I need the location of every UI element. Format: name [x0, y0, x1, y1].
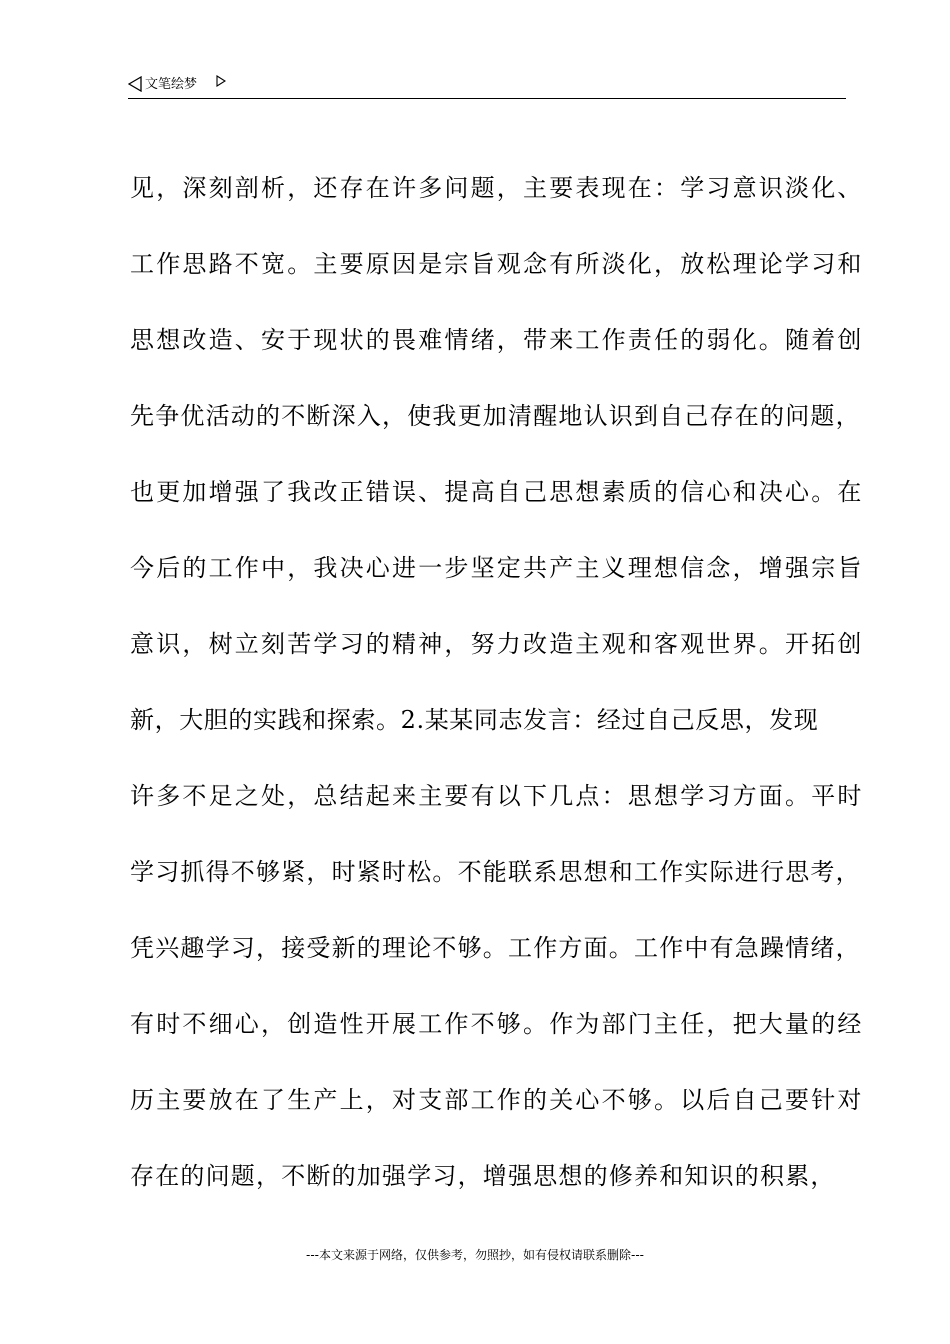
body-line: 有时不细心，创造性开展工作不够。作为部门主任，把大量的经 [130, 1010, 864, 1038]
body-line: 新，大胆的实践和探索。2.某某同志发言：经过自己反思，发现 [130, 706, 819, 734]
body-line: 先争优活动的不断深入，使我更加清醒地认识到自己存在的问题， [130, 402, 861, 430]
body-line: 学习抓得不够紧，时紧时松。不能联系思想和工作实际进行思考， [130, 858, 861, 886]
document-body [130, 150, 864, 1214]
body-line: 见，深刻剖析，还存在许多问题，主要表现在：学习意识淡化、 [130, 174, 864, 202]
header-brand: 文笔绘梦 [145, 77, 198, 92]
body-line: 意识，树立刻苦学习的精神，努力改造主观和客观世界。开拓创 [130, 630, 864, 658]
body-line: 凭兴趣学习，接受新的理论不够。工作方面。工作中有急躁情绪， [130, 934, 861, 962]
body-line: 今后的工作中，我决心进一步坚定共产主义理想信念，增强宗旨 [130, 554, 864, 582]
left-triangle-icon [128, 76, 142, 92]
footer-disclaimer: ---本文来源于网络，仅供参考，勿照抄，如有侵权请联系删除--- [306, 1248, 644, 1262]
body-line: 思想改造、安于现状的畏难情绪，带来工作责任的弱化。随着创 [130, 326, 864, 354]
body-line: 许多不足之处，总结起来主要有以下几点：思想学习方面。平时 [130, 782, 864, 810]
page-header [128, 74, 846, 99]
body-line: 历主要放在了生产上，对支部工作的关心不够。以后自己要针对 [130, 1086, 864, 1114]
body-line: 工作思路不宽。主要原因是宗旨观念有所淡化，放松理论学习和 [130, 250, 864, 278]
body-line: 也更加增强了我改正错误、提高自己思想素质的信心和决心。在 [130, 478, 864, 506]
body-line: 存在的问题，不断的加强学习，增强思想的修养和知识的积累， [130, 1162, 836, 1190]
right-triangle-icon [216, 75, 226, 87]
